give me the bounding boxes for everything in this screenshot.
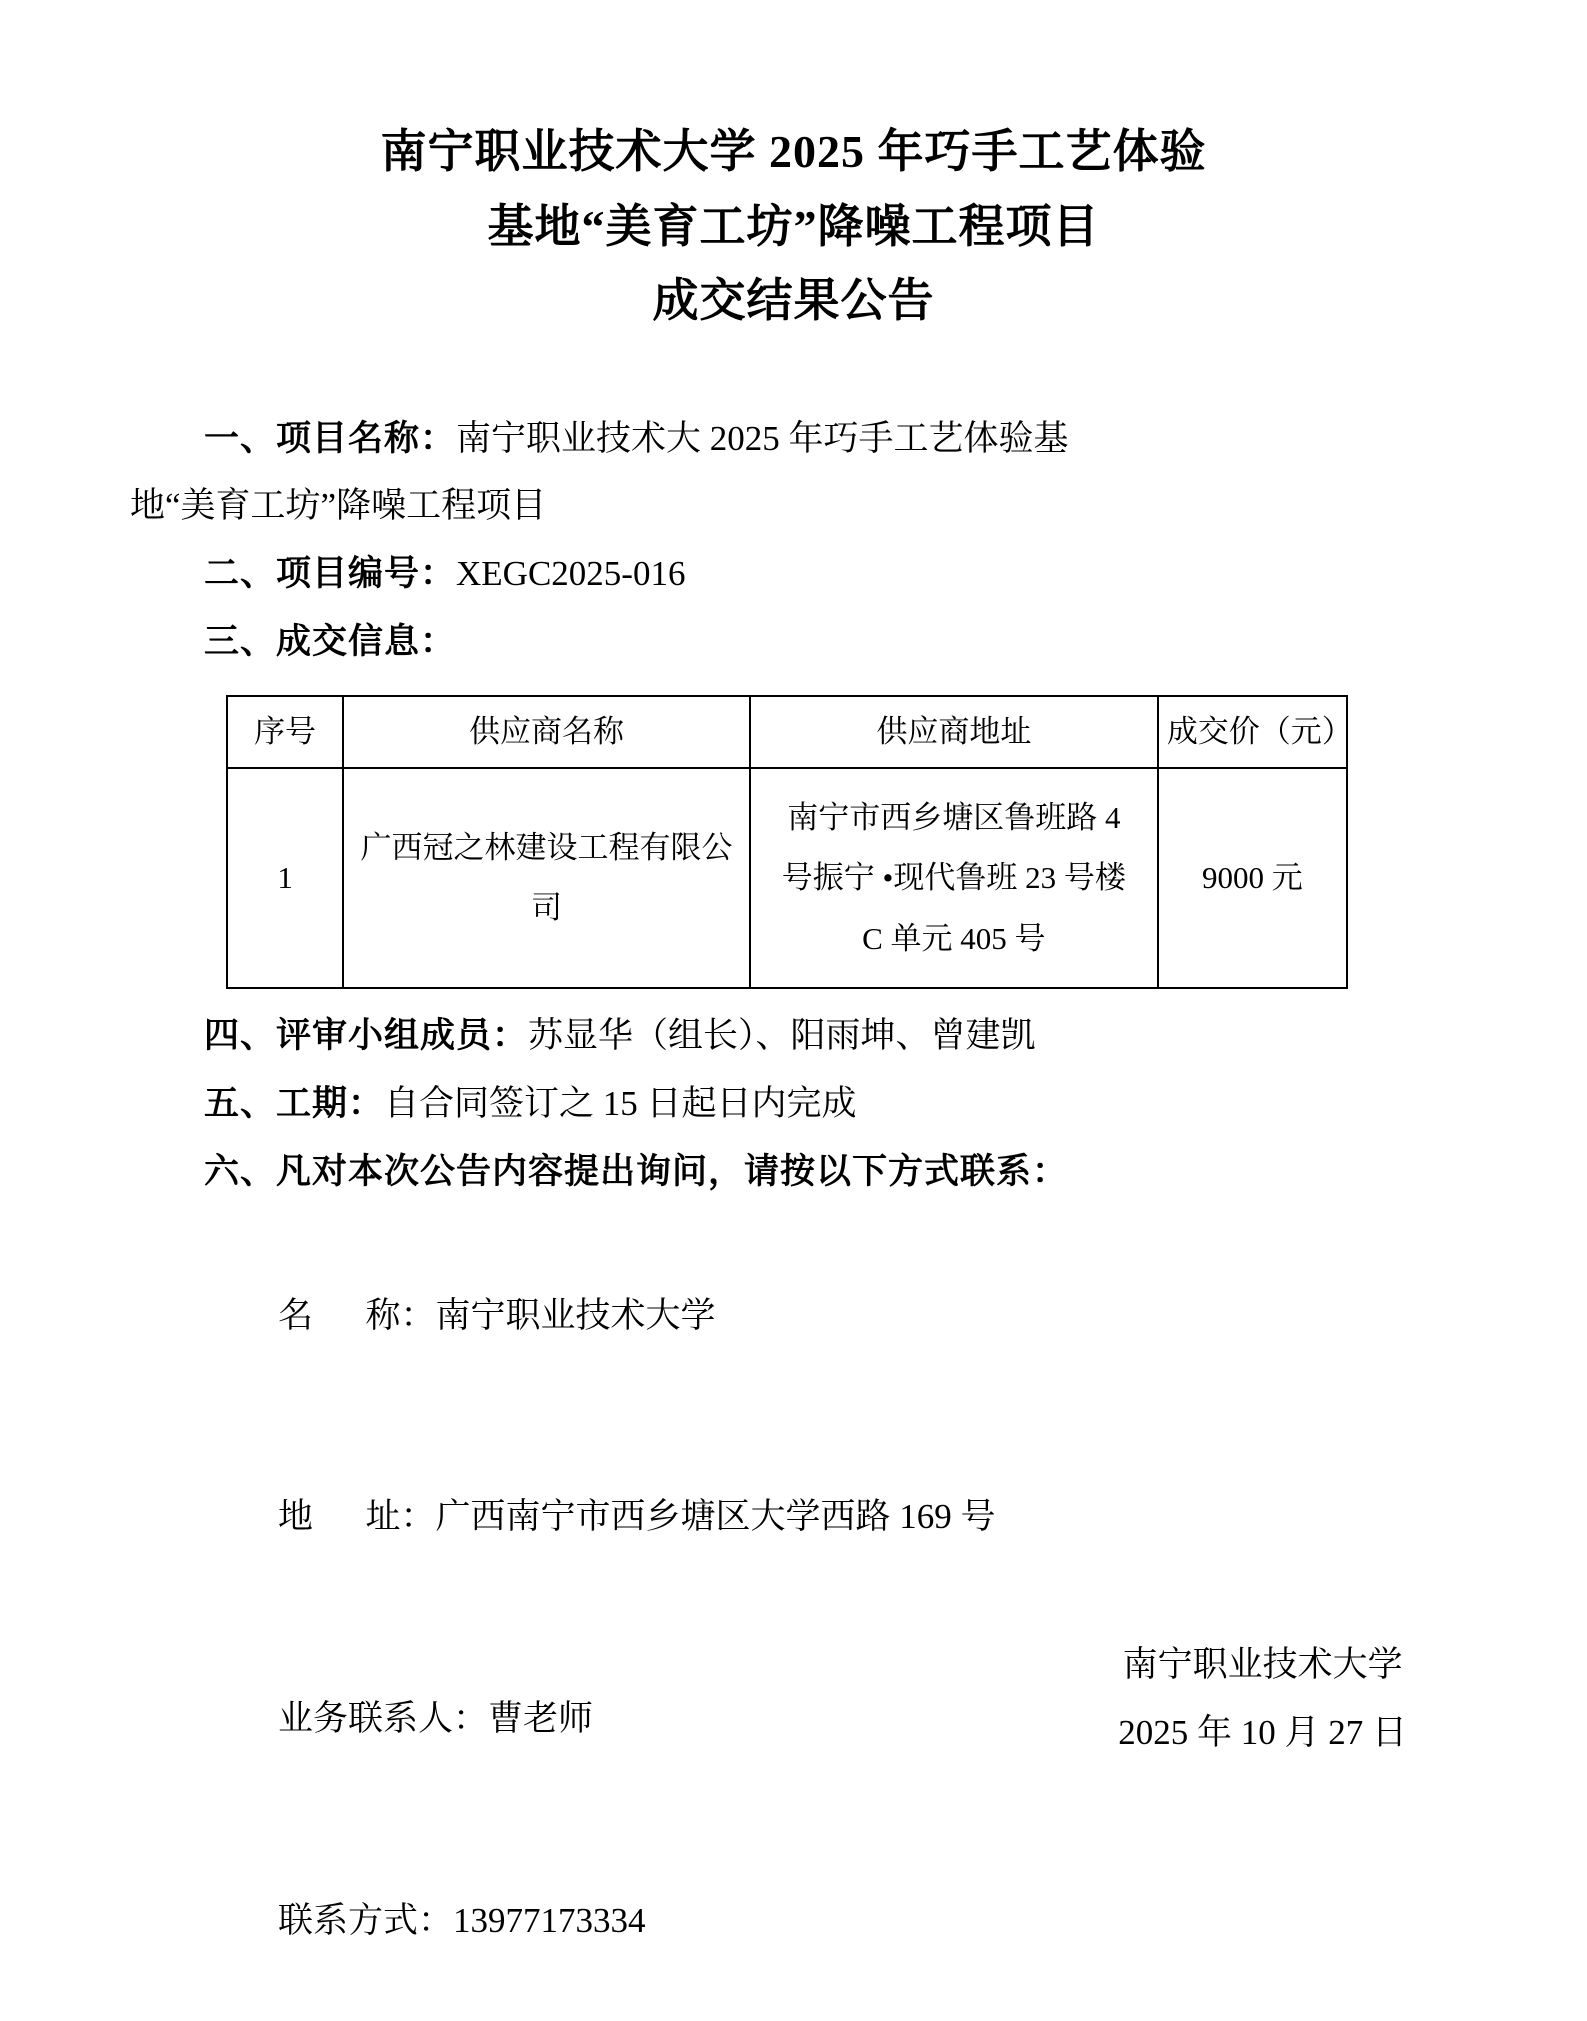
table-header-price: 成交价（元） [1158,696,1347,768]
contact-person-label: 业务联系人： [278,1699,489,1738]
section-inquiry-label: 六、凡对本次公告内容提出询问，请按以下方式联系： [204,1151,1069,1191]
cell-address [750,768,1158,988]
section-project-number [130,542,1457,606]
cell-address-line-1: 南宁市西乡塘区鲁班路 4 [787,799,1121,835]
table-header-no: 序号 [227,696,343,768]
section-duration-value: 自合同签订之 15 日起日内完成 [384,1084,857,1124]
signature-org: 南宁职业技术大学 [1122,1644,1403,1684]
cell-price: 9000 元 [1158,768,1347,988]
contact-address-value: 广西南宁市西乡塘区大学西路 169 号 [435,1497,996,1537]
contact-address-label: 地 址： [278,1497,436,1537]
table-header-address: 供应商地址 [750,696,1158,768]
section-project-name-value: 南宁职业技术大 2025 年巧手工艺体验基 [456,418,1069,458]
table-header-supplier: 供应商名称 [343,696,750,768]
table-row [227,768,1347,988]
contact-block [130,1215,1457,2021]
section-result-info-label: 三、成交信息： [204,621,457,661]
section-project-number-value: XEGC2025-016 [456,553,686,593]
contact-address-row [208,1416,1457,1618]
result-table [226,695,1353,989]
section-project-name-value-cont: 地“美育工坊”降噪工程项目 [130,486,547,526]
section-project-number-label: 二、项目编号： [204,553,457,593]
contact-phone-label: 联系方式： [278,1900,454,1940]
cell-no: 1 [227,768,343,988]
section-project-name [130,407,1457,471]
cell-supplier: 广西冠之林建设工程有限公司 [343,768,750,988]
title-line-2: 基地“美育工坊”降噪工程项目 [487,200,1100,252]
contact-phone-value: 13977173334 [453,1900,646,1940]
contact-name-value: 南宁职业技术大学 [435,1295,716,1335]
cell-address-line-3: C 单元 405 号 [862,920,1046,956]
contact-phone-row [208,1819,1457,2021]
title-line-1: 南宁职业技术大学 2025 年巧手工艺体验 [380,126,1207,177]
section-review-members-label: 四、评审小组成员： [204,1016,529,1056]
contact-name-label: 名 称： [278,1295,436,1335]
section-review-members [130,1003,1457,1069]
contact-name-row [208,1215,1457,1417]
table-header-row [227,696,1347,768]
section-duration-label: 五、工期： [204,1084,385,1124]
document-items [130,1003,1457,1204]
section-duration [130,1071,1457,1137]
cell-address-line-2: 号振宁 •现代鲁班 23 号楼 [781,860,1126,896]
section-project-name-label: 一、项目名称： [204,418,457,458]
document-body [130,407,1457,2021]
contact-person-value: 曹老师 [488,1699,594,1738]
signature-date: 2025 年 10 月 27 日 [1118,1712,1407,1752]
signature-block [1118,1631,1407,1768]
page-title [130,115,1457,339]
title-line-3: 成交结果公告 [652,275,935,327]
section-review-members-value: 苏显华（组长）、阳雨坤、曾建凯 [528,1016,1036,1056]
